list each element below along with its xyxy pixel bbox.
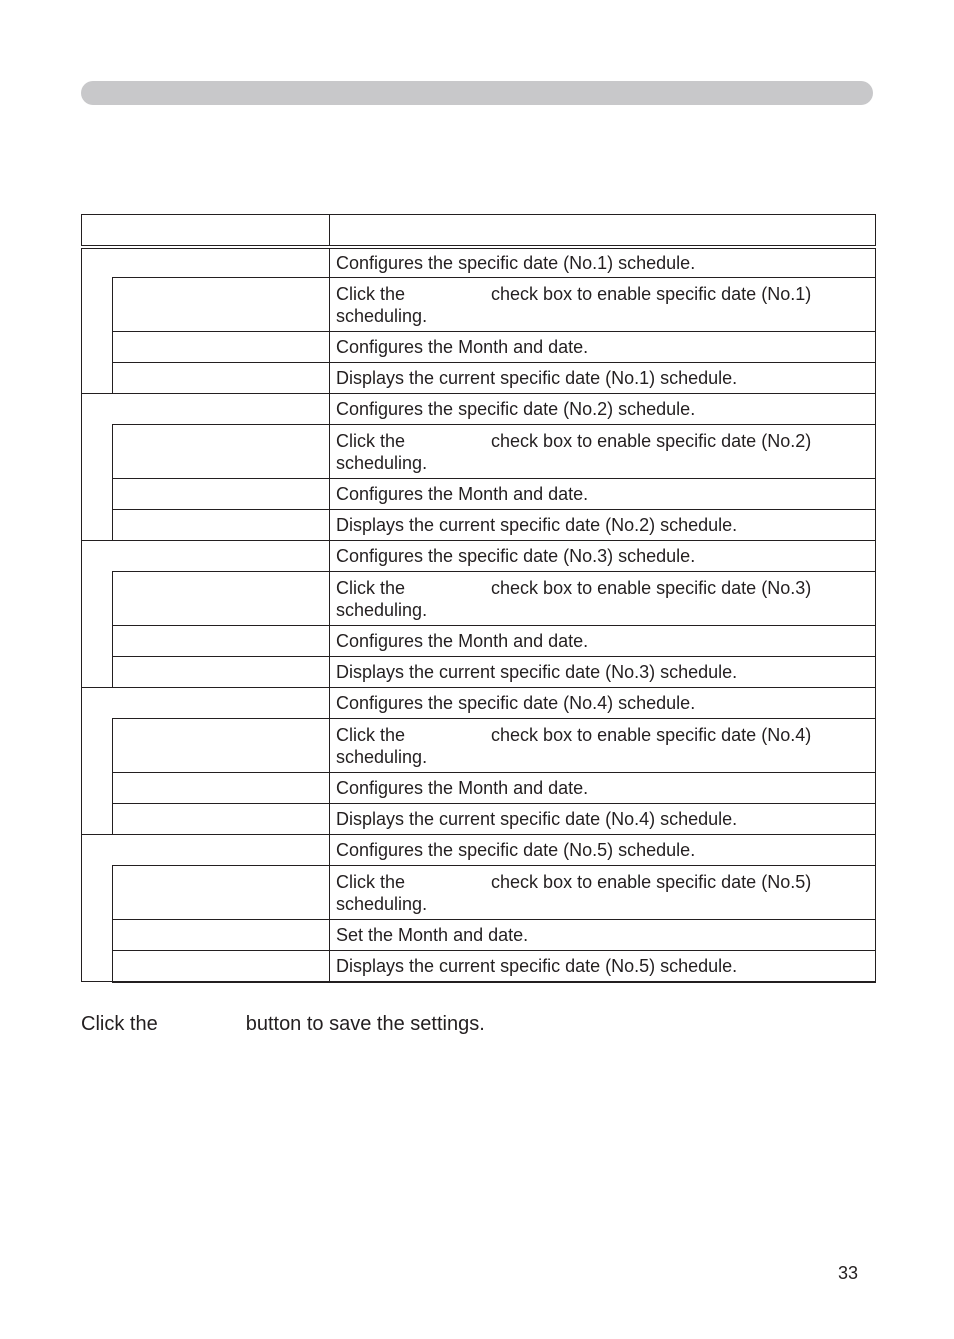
table-row [82,394,876,425]
page-number: 33 [838,1263,859,1283]
settings-table [81,214,876,983]
table-row [82,247,876,278]
description-cell: Set the Month and date. [330,920,876,951]
group-label-cell [82,394,330,425]
table-row [82,657,876,688]
description-cell: Configures the Month and date. [330,773,876,804]
sub-label-cell [113,425,330,479]
table-header-row [82,215,876,247]
sub-label-cell [113,572,330,626]
sub-label-cell [113,804,330,835]
sub-label-cell [113,719,330,773]
click-suffix: check box to enable specific date (No.3) [491,577,812,598]
group-label-cell [82,688,330,719]
click-prefix: Click the [336,283,406,304]
table-row [82,541,876,572]
section-header-bar [81,81,873,105]
sub-label-cell [113,363,330,394]
description-cell: Configures the specific date (No.4) schedule. [330,688,876,719]
description-cell: Configures the Month and date. [330,626,876,657]
click-continuation: scheduling. [336,599,428,620]
click-continuation: scheduling. [336,452,428,473]
table-row [82,920,876,951]
indent-spacer [82,278,113,394]
description-cell: Configures the specific date (No.1) schedule. [330,247,876,278]
sub-label-cell [113,920,330,951]
indent-spacer [82,866,113,982]
table-row [82,363,876,394]
table-row [82,626,876,657]
indent-spacer [82,425,113,541]
description-cell [330,719,876,773]
description-cell: Displays the current specific date (No.2) schedule. [330,510,876,541]
description-cell [330,425,876,479]
click-suffix: check box to enable specific date (No.2) [491,430,812,451]
save-instruction [81,1012,485,1036]
click-suffix: check box to enable specific date (No.1) [491,283,812,304]
click-continuation: scheduling. [336,305,428,326]
header-cell-item [82,215,330,247]
click-prefix: Click the [336,871,406,892]
table-row [82,479,876,510]
click-prefix: Click the [336,430,406,451]
sub-label-cell [113,866,330,920]
click-continuation: scheduling. [336,893,428,914]
click-prefix: Click the [336,724,406,745]
sub-label-cell [113,510,330,541]
table-row [82,510,876,541]
description-cell: Configures the specific date (No.5) schedule. [330,835,876,866]
description-cell: Configures the Month and date. [330,332,876,363]
table-row [82,332,876,363]
table-row [82,773,876,804]
description-cell: Configures the specific date (No.3) schedule. [330,541,876,572]
sub-label-cell [113,657,330,688]
description-cell [330,572,876,626]
sub-label-cell [113,278,330,332]
indent-spacer [82,719,113,835]
table-row [82,688,876,719]
description-cell: Displays the current specific date (No.3) schedule. [330,657,876,688]
table-row [82,278,876,332]
click-prefix: Click the [336,577,406,598]
table-row [82,572,876,626]
table-row [82,425,876,479]
group-label-cell [82,247,330,278]
sub-label-cell [113,332,330,363]
description-cell: Configures the Month and date. [330,479,876,510]
group-label-cell [82,835,330,866]
sub-label-cell [113,626,330,657]
sub-label-cell [113,479,330,510]
indent-spacer [82,572,113,688]
description-cell: Displays the current specific date (No.5) schedule. [330,951,876,982]
table-row [82,951,876,982]
description-cell [330,278,876,332]
click-suffix: check box to enable specific date (No.5) [491,871,812,892]
save-instruction-prefix: Click the [81,1013,158,1035]
table-row [82,804,876,835]
description-cell: Configures the specific date (No.2) schedule. [330,394,876,425]
table-row [82,719,876,773]
sub-label-cell [113,951,330,982]
header-cell-description [330,215,876,247]
description-cell: Displays the current specific date (No.1) schedule. [330,363,876,394]
description-cell [330,866,876,920]
table-row [82,835,876,866]
table-row [82,866,876,920]
description-cell: Displays the current specific date (No.4) schedule. [330,804,876,835]
sub-label-cell [113,773,330,804]
click-continuation: scheduling. [336,746,428,767]
click-suffix: check box to enable specific date (No.4) [491,724,812,745]
save-instruction-suffix: button to save the settings. [245,1013,485,1035]
group-label-cell [82,541,330,572]
